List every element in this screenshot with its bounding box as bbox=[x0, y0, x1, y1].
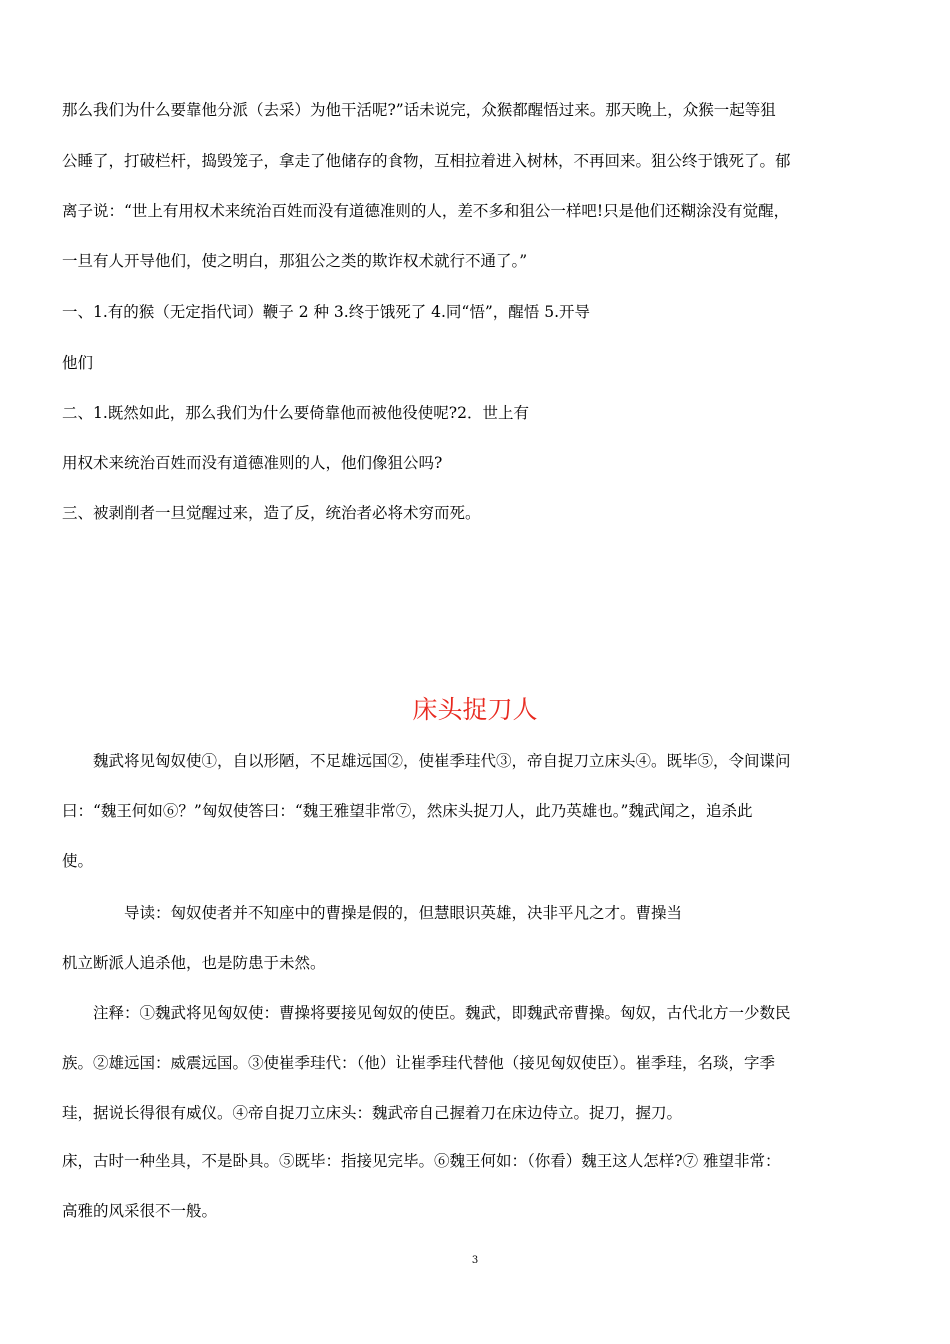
guide-line: 导读：匈奴使者并不知座中的曹操是假的，但慧眼识英雄，决非平凡之才。曹操当 bbox=[124, 904, 683, 922]
answer-line: 一、1.有的猴（无定指代词）鞭子 2 种 3.终于饿死了 4.同“悟”，醒悟 5.开导 bbox=[62, 303, 591, 321]
answer-line: 三、被剥削者一旦觉醒过来，造了反，统治者必将术穷而死。 bbox=[62, 504, 481, 522]
prev-story-line: 那么我们为什么要靠他分派（去采）为他干活呢?”话未说完，众猴都醒悟过来。那天晚上，众猴一起等狙 bbox=[62, 101, 776, 119]
notes-line: 族。②雄远国：威震远国。③使崔季珪代：（他）让崔季珪代替他（接见匈奴使臣）。崔季珪，名琰，字季 bbox=[62, 1054, 776, 1072]
page-number: 3 bbox=[471, 1255, 479, 1266]
answer-line: 用权术来统治百姓而没有道德准则的人，他们像狙公吗? bbox=[62, 454, 443, 472]
story-text-line: 曰：“魏王何如⑥？”匈奴使答曰：“魏王雅望非常⑦，然床头捉刀人，此乃英雄也。”魏武闻之，追杀此 bbox=[62, 802, 753, 820]
answer-line: 二、1.既然如此，那么我们为什么要倚靠他而被他役使呢?2．世上有 bbox=[62, 404, 529, 422]
prev-story-line: 公睡了，打破栏杆，捣毁笼子，拿走了他储存的食物，互相拉着进入树林，不再回来。狙公终于饿死了。郁 bbox=[62, 152, 791, 170]
story-title: 床头捉刀人 bbox=[412, 695, 538, 724]
prev-story-line: 离子说：“世上有用权术来统治百姓而没有道德准则的人，差不多和狙公一样吧!只是他们还糊涂没有觉醒， bbox=[62, 202, 790, 220]
prev-story-line: 一旦有人开导他们，使之明白，那狙公之类的欺诈权术就行不通了。” bbox=[62, 252, 528, 270]
story-text-line: 使。 bbox=[62, 852, 94, 870]
notes-line: 珪，据说长得很有威仪。④帝自捉刀立床头：魏武帝自己握着刀在床边侍立。捉刀，握刀。 bbox=[62, 1104, 683, 1122]
notes-line: 床，古时一种坐具，不是卧具。⑤既毕：指接见完毕。⑥魏王何如：（你看）魏王这人怎样?⑦ 雅望非常： bbox=[62, 1152, 781, 1170]
guide-line: 机立断派人追杀他，也是防患于未然。 bbox=[62, 954, 326, 972]
answer-line: 他们 bbox=[62, 354, 94, 372]
notes-line: 注释：①魏武将见匈奴使：曹操将要接见匈奴的使臣。魏武，即魏武帝曹操。匈奴，古代北方一少数民 bbox=[93, 1004, 791, 1022]
notes-line: 高雅的风采很不一般。 bbox=[62, 1202, 218, 1220]
story-text-line: 魏武将见匈奴使①，自以形陋，不足雄远国②，使崔季珪代③，帝自捉刀立床头④。既毕⑤，令间谍问 bbox=[93, 752, 791, 770]
